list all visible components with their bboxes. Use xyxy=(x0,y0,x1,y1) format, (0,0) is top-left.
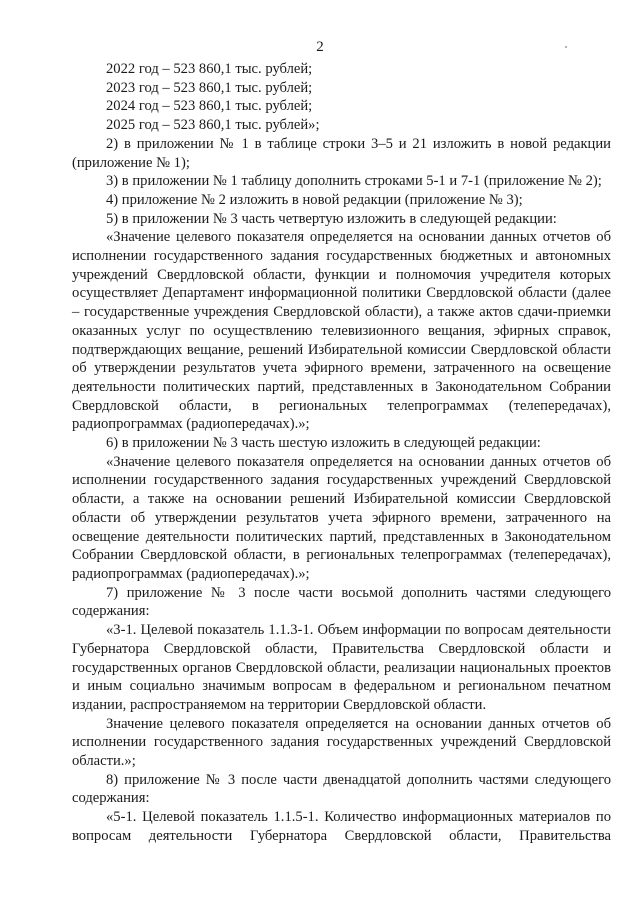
item-5-quote-paragraph: «Значение целевого показателя определяется на основании данных отчетов об исполнении государственного задания государственных бюджетных и автономных учреждений Свердловской области, функции и полномочия учредителя которых осуществляет Департамент информационной политики Свердловской области (далее – государственные учреждения Свердловской области), а также актов сдачи-приемки оказанных услуг по осуществлению телевизионного вещания, эфирных справок, подтверждающих вещание, решений Избирательной комиссии Свердловской области об утверждении результатов учета эфирного времени, затраченного на освещение деятельности политических партий, представленных в Законодательном Собрании Свердловской области, в региональных телепрограммах (телепередачах), радиопрограммах (радиопередачах).»; xyxy=(72,229,611,433)
item-6-quote-paragraph: «Значение целевого показателя определяется на основании данных отчетов об исполнении государственного задания государственных учреждений Свердловской области, а также на основании решений Избирательной комиссии Свердловской области об утверждении результатов учета эфирного времени, затраченного на освещение деятельности политических партий, представленных в Законодательном Собрании Свердловской области, в региональных телепрограммах (телепередачах), радиопрограммах (радиопередачах).»; xyxy=(72,453,611,582)
indicator-3-1-value-paragraph: Значение целевого показателя определяется на основании данных отчетов об исполнении государственного задания государственных учреждений Свердловской области.»; xyxy=(72,715,611,770)
page-number: 2 xyxy=(316,39,324,55)
item-5-paragraph: 5) в приложении № 3 часть четвертую изложить в следующей редакции: xyxy=(106,210,557,227)
budget-line-2024: 2024 год – 523 860,1 тыс. рублей; xyxy=(106,98,313,115)
item-3-paragraph: 3) в приложении № 1 таблицу дополнить строками 5-1 и 7-1 (приложение № 2); xyxy=(106,173,602,190)
item-2-paragraph: 2) в приложении № 1 в таблице строки 3–5 и 21 изложить в новой редакции (приложение № 1); xyxy=(72,135,611,171)
item-4-paragraph: 4) приложение № 2 изложить в новой редакции (приложение № 3); xyxy=(106,191,523,208)
item-6-paragraph: 6) в приложении № 3 часть шестую изложить в следующей редакции: xyxy=(106,435,541,452)
indicator-3-1-paragraph: «3-1. Целевой показатель 1.1.3-1. Объем информации по вопросам деятельности Губернатора Свердловской области, Правительства Свердловской области и государственных органов Свердловской области, реализации национальных проектов и иным социально значимым вопросам в федеральном и региональном печатном издании, распространяемом на территории Свердловской области. xyxy=(72,622,611,713)
budget-line-2025: 2025 год – 523 860,1 тыс. рублей»; xyxy=(106,117,320,134)
item-8-paragraph: 8) приложение № 3 после части двенадцатой дополнить частями следующего содержания: xyxy=(72,771,611,807)
scan-speck xyxy=(565,46,567,48)
indicator-5-1-paragraph: «5-1. Целевой показатель 1.1.5-1. Количество информационных материалов по вопросам деятельности Губернатора Свердловской области, Правительства xyxy=(72,809,611,844)
document-body xyxy=(72,60,611,846)
budget-line-2023: 2023 год – 523 860,1 тыс. рублей; xyxy=(106,79,313,96)
budget-line-2022: 2022 год – 523 860,1 тыс. рублей; xyxy=(106,61,313,77)
item-7-paragraph: 7) приложение № 3 после части восьмой дополнить частями следующего содержания: xyxy=(72,584,611,620)
